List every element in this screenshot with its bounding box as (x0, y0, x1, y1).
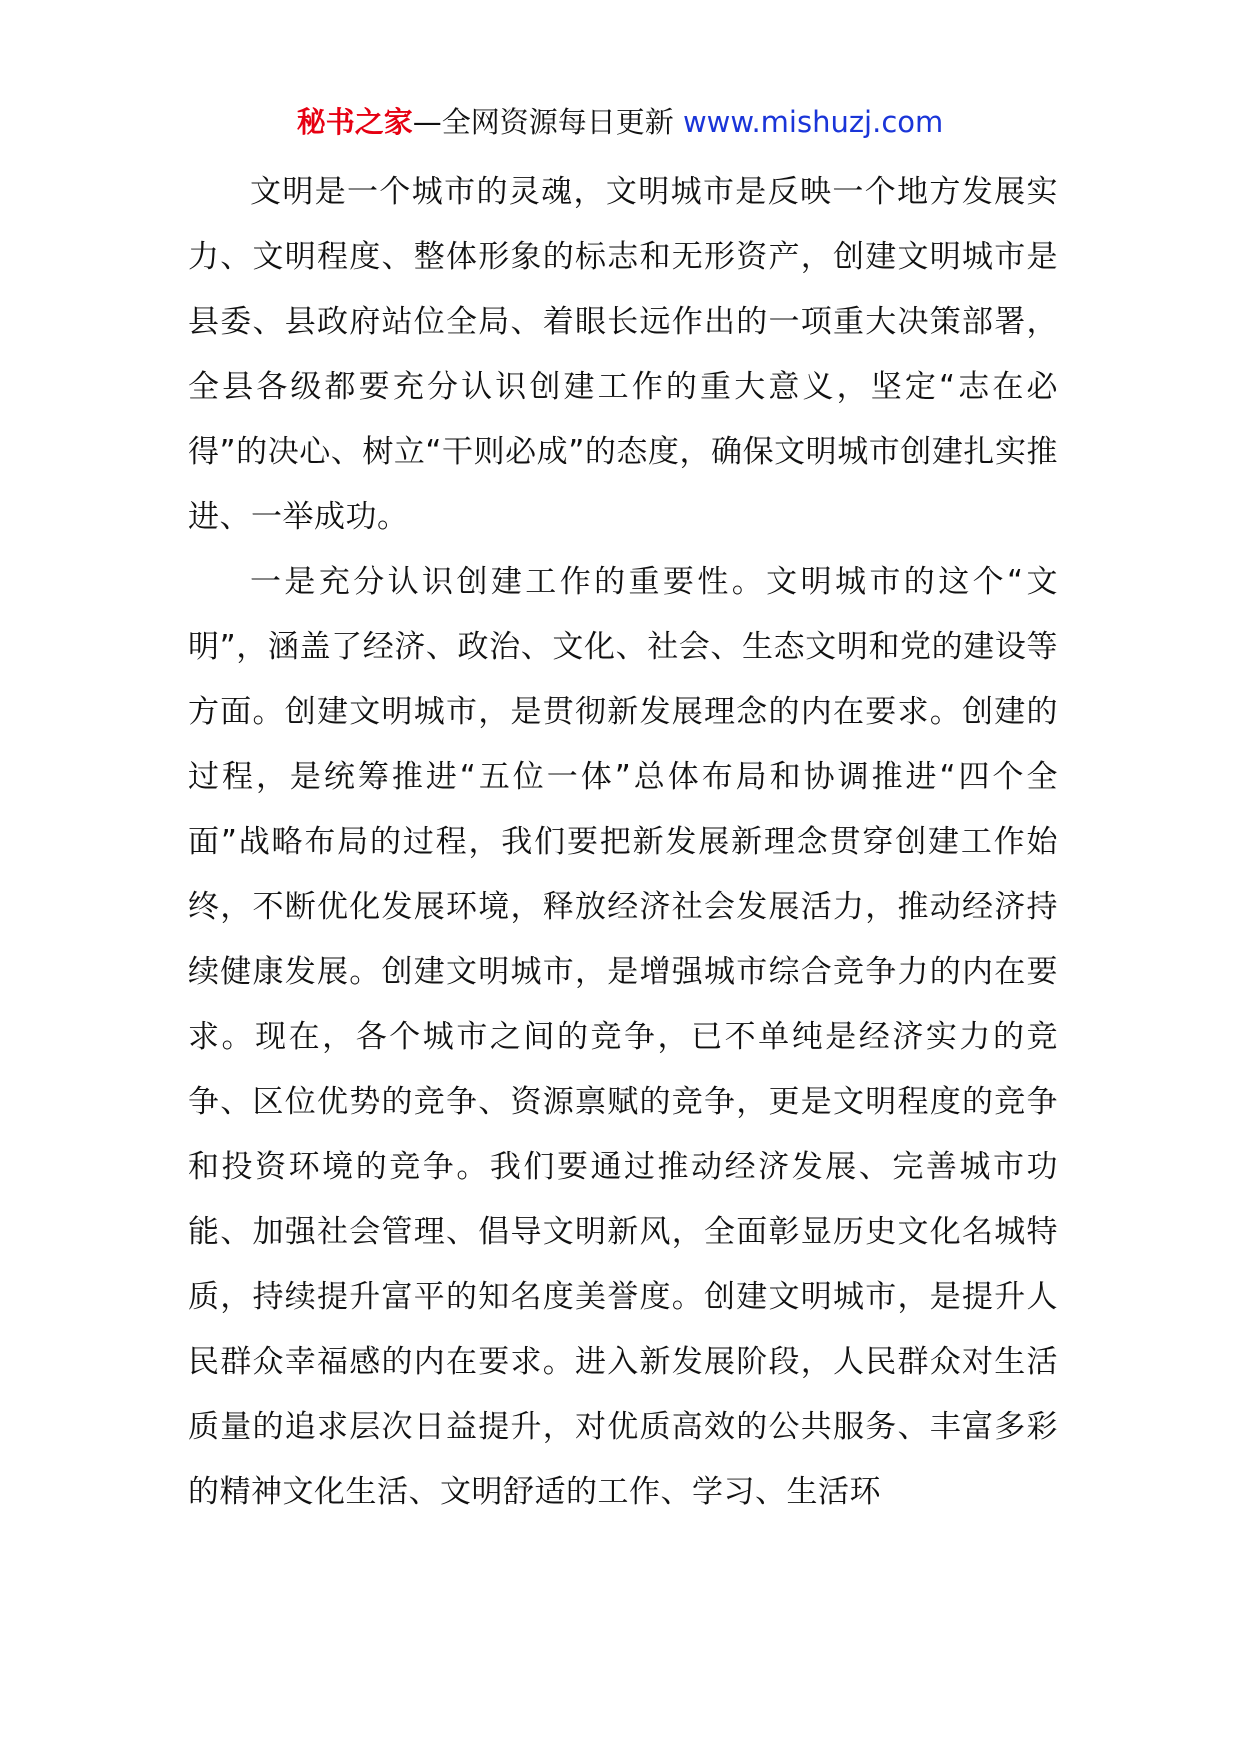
document-body (188, 160, 1058, 1525)
website-url[interactable]: www.mishuzj.com (682, 105, 944, 139)
page-header (0, 102, 1240, 142)
header-tagline: —全网资源每日更新 (412, 105, 683, 139)
paragraph-intro: 文明是一个城市的灵魂，文明城市是反映一个地方发展实力、文明程度、整体形象的标志和无形资产，创建文明城市是县委、县政府站位全局、着眼长远作出的一项重大决策部署，全县各级都要充分认识创建工作的重大意义，坚定“志在必得”的决心、树立“干则必成”的态度，确保文明城市创建扎实推进、一举成功。 (188, 174, 1058, 535)
paragraph-point-one: 一是充分认识创建工作的重要性。文明城市的这个“文明”，涵盖了经济、政治、文化、社会、生态文明和党的建设等方面。创建文明城市，是贯彻新发展理念的内在要求。创建的过程，是统筹推进“五位一体”总体布局和协调推进“四个全面”战略布局的过程，我们要把新发展新理念贯穿创建工作始终，不断优化发展环境，释放经济社会发展活力，推动经济持续健康发展。创建文明城市，是增强城市综合竞争力的内在要求。现在，各个城市之间的竞争，已不单纯是经济实力的竞争、区位优势的竞争、资源禀赋的竞争，更是文明程度的竞争和投资环境的竞争。我们要通过推动经济发展、完善城市功能、加强社会管理、倡导文明新风，全面彰显历史文化名城特质，持续提升富平的知名度美誉度。创建文明城市，是提升人民群众幸福感的内在要求。进入新发展阶段，人民群众对生活质量的追求层次日益提升，对优质高效的公共服务、丰富多彩的精神文化生活、文明舒适的工作、学习、生活环 (188, 564, 1058, 1510)
brand-name: 秘书之家 (296, 105, 413, 139)
